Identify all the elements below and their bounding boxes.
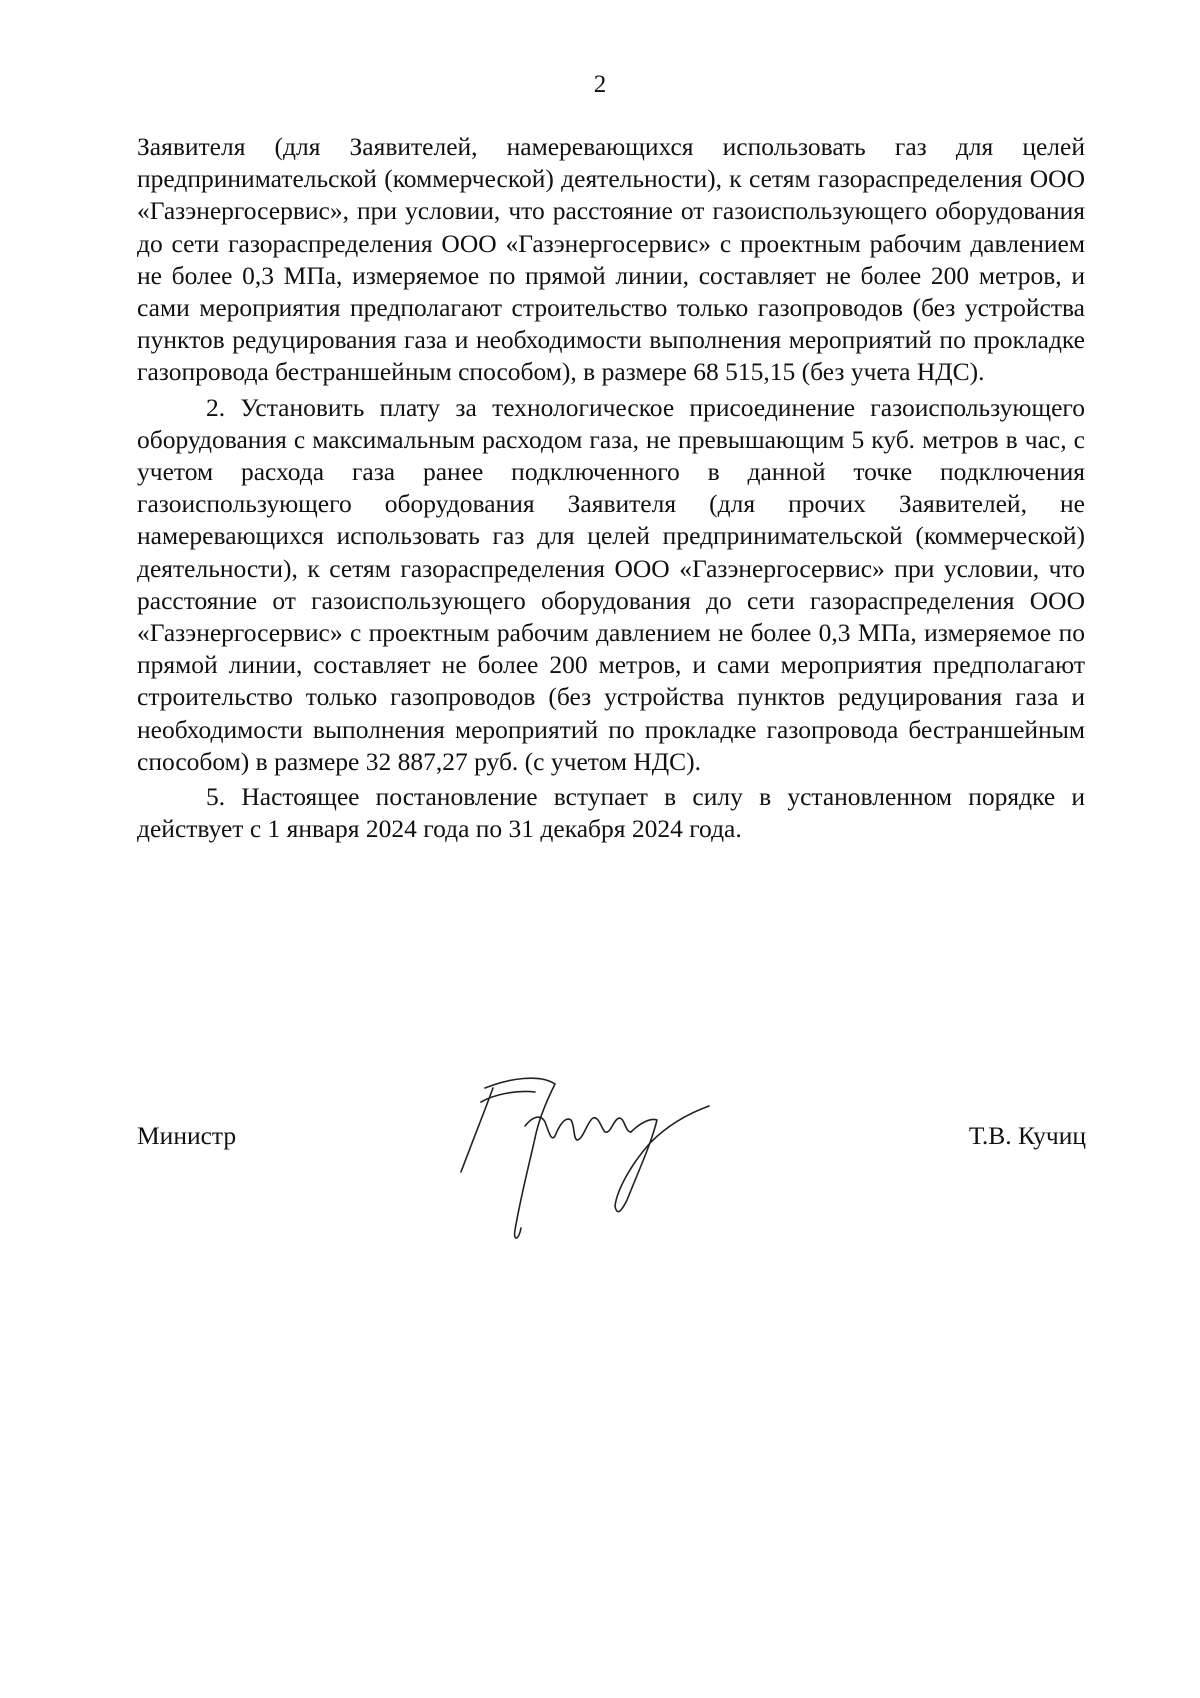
paragraph-item-2: 2. Установить плату за технологическое присоединение газоиспользующего оборудования с максимальным расходом газа, не превышающим 5 куб. метров в час, с учетом расхода газа ранее подключенного в данной точке подключения газоиспользующего оборудования Заявителя (для прочих Заявителей, не намеревающихся использовать газ для целей предпринимательской (коммерческой) деятельности), к сетям газораспределения ООО «Газэнергосервис» при условии, что расстояние от газоиспользующего оборудования до сети газораспределения ООО «Газэнергосервис» с проектным рабочим давлением не более 0,3 МПа, измеряемое по прямой линии, составляет не более 200 метров, и сами мероприятия предполагают строительство только газопроводов (без устройства пунктов редуцирования газа и необходимости выполнения мероприятий по прокладке газопровода бестраншейным способом) в размере 32 887,27 руб. (с учетом НДС). bbox=[137, 392, 1085, 776]
signatory-name: Т.В. Кучиц bbox=[968, 1121, 1086, 1150]
signatory-title: Министр bbox=[137, 1121, 237, 1150]
paragraph-item-5: 5. Настоящее постановление вступает в силу в установленном порядке и действует с 1 января 2024 года по 31 декабря 2024 года. bbox=[137, 782, 1085, 844]
paragraph-continuation: Заявителя (для Заявителей, намеревающихся использовать газ для целей предпринимательской (коммерческой) деятельности), к сетям газораспределения ООО «Газэнергосервис», при условии, что расстояние от газоиспользующего оборудования до сети газораспределения ООО «Газэнергосервис» с проектным рабочим давлением не более 0,3 МПа, измеряемое по прямой линии, составляет не более 200 метров, и сами мероприятия предполагают строительство только газопроводов (без устройства пунктов редуцирования газа и необходимости выполнения мероприятий по прокладке газопровода бестраншейным способом), в размере 68 515,15 (без учета НДС). bbox=[137, 132, 1085, 387]
document-body bbox=[137, 131, 1085, 845]
handwritten-signature bbox=[455, 1070, 715, 1255]
page-number: 2 bbox=[593, 71, 607, 98]
